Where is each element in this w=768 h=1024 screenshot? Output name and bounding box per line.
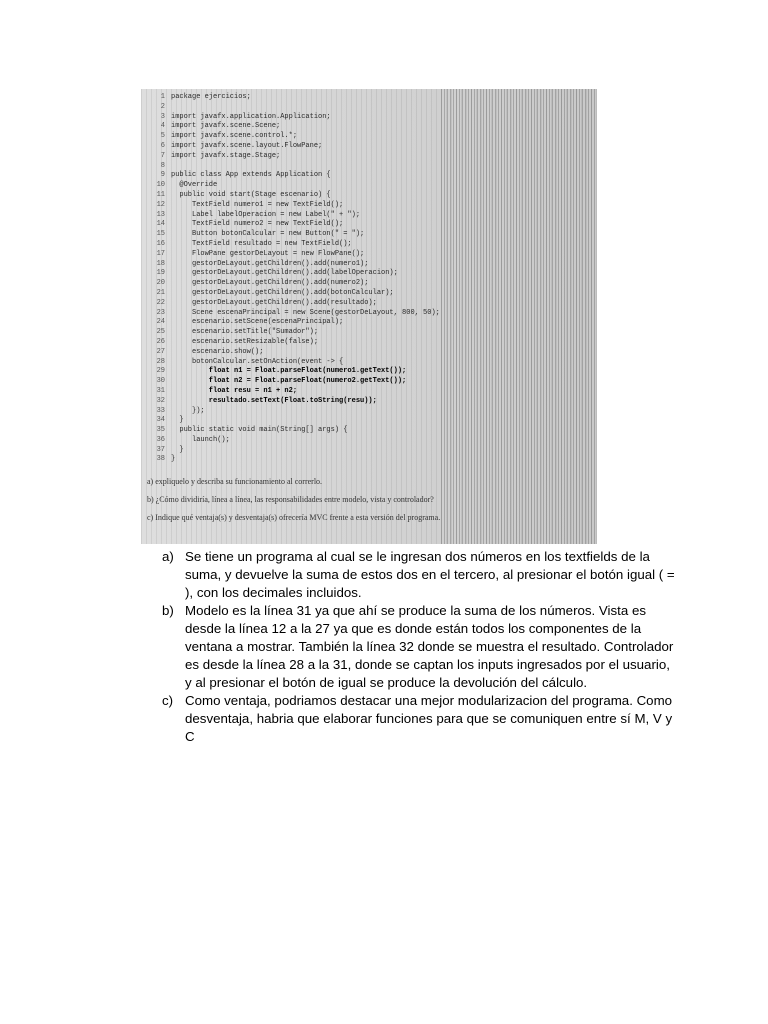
code-text: });	[171, 406, 205, 415]
code-text: float n1 = Float.parseFloat(numero1.getText());	[171, 367, 407, 376]
line-number: 27	[156, 347, 165, 356]
code-line	[145, 152, 595, 162]
line-number: 23	[156, 308, 165, 317]
code-text: import javafx.scene.layout.FlowPane;	[171, 141, 323, 150]
code-text: escenario.setResizable(false);	[171, 337, 319, 346]
line-number: 36	[156, 435, 165, 444]
line-number: 31	[156, 386, 165, 395]
code-text: }	[171, 445, 184, 454]
line-number: 22	[156, 298, 165, 307]
code-text: FlowPane gestorDeLayout = new FlowPane();	[171, 249, 365, 258]
code-text: TextField numero2 = new TextField();	[171, 220, 344, 229]
code-line	[145, 113, 595, 123]
code-line	[145, 318, 595, 328]
code-text: }	[171, 455, 176, 464]
code-line	[145, 142, 595, 152]
code-text: TextField numero1 = new TextField();	[171, 200, 344, 209]
line-number: 1	[160, 93, 165, 101]
code-text: botonCalcular.setOnAction(event -> {	[171, 357, 344, 366]
line-number: 17	[156, 249, 165, 258]
line-number: 38	[156, 455, 165, 464]
code-line	[145, 387, 595, 397]
code-text: escenario.show();	[171, 347, 264, 356]
line-number: 21	[156, 288, 165, 297]
code-text: gestorDeLayout.getChildren().add(numero2);	[171, 279, 369, 288]
code-text: gestorDeLayout.getChildren().add(labelOperacion);	[171, 269, 398, 278]
code-text: }	[171, 416, 184, 425]
line-number: 19	[156, 269, 165, 278]
answer-text: Se tiene un programa al cual se le ingresan dos números en los textfields de la suma, y devuelve la suma de estos dos en el tercero, al presionar el botón igual ( = ), con los decimales incluidos.	[185, 549, 675, 600]
code-text	[171, 162, 595, 172]
answer-c	[162, 692, 682, 746]
line-number: 30	[156, 377, 165, 386]
line-number: 33	[156, 406, 165, 415]
code-text: resultado.setText(Float.toString(resu));	[171, 396, 377, 405]
code-text: gestorDeLayout.getChildren().add(botonCalcular);	[171, 288, 394, 297]
code-text: import javafx.application.Application;	[171, 112, 331, 121]
code-text: public void start(Stage escenario) {	[171, 190, 331, 199]
answer-list	[162, 548, 682, 746]
line-number: 9	[160, 171, 165, 180]
code-line	[145, 436, 595, 446]
line-number: 16	[156, 239, 165, 248]
line-number: 24	[156, 318, 165, 327]
code-text: @Override	[171, 181, 218, 190]
code-line	[145, 122, 595, 132]
code-text: TextField resultado = new TextField();	[171, 239, 352, 248]
line-number: 26	[156, 337, 165, 346]
code-line	[145, 132, 595, 142]
answer-b	[162, 602, 682, 692]
code-listing	[145, 93, 595, 465]
answer-text: Como ventaja, podriamos destacar una mejor modularizacion del programa. Como desventaja, habria que elaborar funciones para que se comuniquen entre sí M, V y C	[185, 693, 673, 744]
line-number: 11	[156, 190, 165, 199]
question-c: c) Indique qué ventaja(s) y desventaja(s) ofrecería MVC frente a esta versión del programa.	[147, 513, 441, 522]
code-line	[145, 377, 595, 387]
line-number: 12	[156, 200, 165, 209]
code-line	[145, 455, 595, 465]
line-number: 20	[156, 279, 165, 288]
code-text	[171, 103, 595, 113]
code-line	[145, 171, 595, 181]
code-text: package ejercicios;	[171, 93, 251, 101]
code-line	[145, 328, 595, 338]
code-line	[145, 269, 595, 279]
code-text: import javafx.stage.Stage;	[171, 151, 281, 160]
code-text: escenario.setScene(escenaPrincipal);	[171, 318, 344, 327]
code-line	[145, 211, 595, 221]
line-number: 32	[156, 396, 165, 405]
code-line	[145, 397, 595, 407]
line-number: 2	[160, 102, 165, 111]
line-number: 3	[160, 112, 165, 121]
code-line	[145, 201, 595, 211]
answer-a	[162, 548, 682, 602]
code-text: gestorDeLayout.getChildren().add(numero1);	[171, 259, 369, 268]
code-line	[145, 93, 595, 103]
line-number: 35	[156, 426, 165, 435]
code-text: public static void main(String[] args) {	[171, 426, 348, 435]
code-text: gestorDeLayout.getChildren().add(resultado);	[171, 298, 377, 307]
code-text: float n2 = Float.parseFloat(numero2.getText());	[171, 377, 407, 386]
code-line	[145, 103, 595, 113]
code-line	[145, 279, 595, 289]
code-text: float resu = n1 + n2;	[171, 386, 298, 395]
line-number: 25	[156, 328, 165, 337]
answer-label: a)	[162, 549, 174, 564]
code-line	[145, 407, 595, 417]
line-number: 4	[160, 122, 165, 131]
code-line	[145, 358, 595, 368]
code-line	[145, 220, 595, 230]
line-number: 14	[156, 220, 165, 229]
line-number: 10	[156, 181, 165, 190]
code-text: Label labelOperacion = new Label(" + ");	[171, 210, 361, 219]
line-number: 37	[156, 445, 165, 454]
answer-label: c)	[162, 693, 174, 708]
line-number: 34	[156, 416, 165, 425]
code-text: Scene escenaPrincipal = new Scene(gestorDeLayout, 800, 50);	[171, 308, 440, 317]
code-line	[145, 230, 595, 240]
code-line	[145, 309, 595, 319]
code-line	[145, 162, 595, 172]
line-number: 15	[156, 230, 165, 239]
code-line	[145, 181, 595, 191]
question-a: a) expliquelo y describa su funcionamiento al correrlo.	[147, 477, 323, 486]
code-line	[145, 191, 595, 201]
question-b: b) ¿Cómo dividiría, línea a línea, las responsabilidades entre modelo, vista y controlador?	[147, 495, 434, 504]
code-text: escenario.setTitle("Sumador");	[171, 328, 319, 337]
code-line	[145, 338, 595, 348]
code-text: public class App extends Application {	[171, 171, 331, 180]
code-line	[145, 367, 595, 377]
code-line	[145, 416, 595, 426]
code-text: Button botonCalcular = new Button(" = ");	[171, 230, 365, 239]
code-line	[145, 426, 595, 436]
line-number: 13	[156, 210, 165, 219]
line-number: 29	[156, 367, 165, 376]
answer-text: Modelo es la línea 31 ya que ahí se produce la suma de los números. Vista es desde la línea 12 a la 27 ya que es donde están todos los componentes de la ventana a mostrar. También la línea 32 donde se muestra el resultado. Controlador es desde la línea 28 a la 31, donde se captan los inputs ingresados por el usuario, y al presionar el botón de igual se produce la devolución del cálculo.	[185, 603, 674, 690]
code-line	[145, 299, 595, 309]
line-number: 7	[160, 151, 165, 160]
code-text: launch();	[171, 435, 230, 444]
code-line	[145, 348, 595, 358]
code-line	[145, 260, 595, 270]
code-text: import javafx.scene.Scene;	[171, 122, 281, 131]
code-line	[145, 289, 595, 299]
line-number: 18	[156, 259, 165, 268]
line-number: 28	[156, 357, 165, 366]
line-number: 6	[160, 141, 165, 150]
answer-label: b)	[162, 603, 174, 618]
code-text: import javafx.scene.control.*;	[171, 132, 298, 141]
line-number: 5	[160, 132, 165, 141]
scanned-code-image	[141, 89, 597, 544]
line-number: 8	[160, 161, 165, 170]
code-line	[145, 250, 595, 260]
code-line	[145, 446, 595, 456]
code-line	[145, 240, 595, 250]
